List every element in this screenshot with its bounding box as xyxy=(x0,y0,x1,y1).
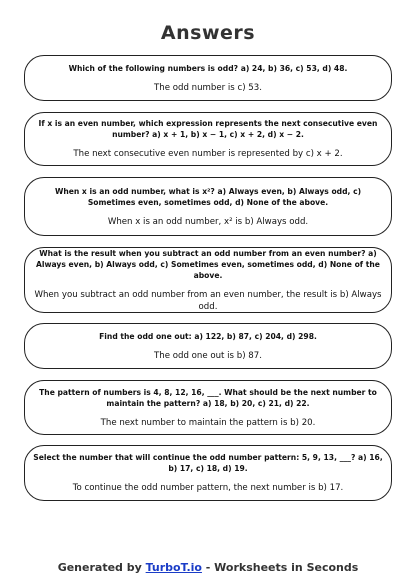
answer-text: When you subtract an odd number from an even number, the result is b) Always odd. xyxy=(34,289,382,312)
answer-card-5 xyxy=(24,323,392,369)
answer-card-7 xyxy=(24,445,392,501)
question-text: What is the result when you subtract an odd number from an even number? a) Always even, b) Always odd, c) Sometimes even, sometimes odd, d) None of the above. xyxy=(36,248,380,280)
footer-prefix: Generated by xyxy=(57,561,146,574)
answer-text: To continue the odd number pattern, the next number is b) 17. xyxy=(72,483,344,493)
question-text: Select the number that will continue the odd number pattern: 5, 9, 13, ___? a) 16, b) 17, c) 18, d) 19. xyxy=(33,453,383,473)
answer-text: The next consecutive even number is represented by c) x + 2. xyxy=(73,149,343,159)
answer-card-2 xyxy=(24,112,392,166)
page-title: Answers xyxy=(160,22,256,44)
question-text: Which of the following numbers is odd? a) 24, b) 36, c) 53, d) 48. xyxy=(68,63,348,73)
footer-suffix: - Worksheets in Seconds xyxy=(201,561,359,574)
answer-text: When x is an odd number, x² is b) Always odd. xyxy=(107,216,309,227)
footer xyxy=(0,561,416,574)
answer-card-4 xyxy=(24,247,392,313)
answer-text: The odd one out is b) 87. xyxy=(154,350,262,361)
answer-card-1 xyxy=(24,55,392,101)
question-text: If x is an even number, which expression represents the next consecutive even number? a) x + 1, b) x − 1, c) x + 2, d) x − 2. xyxy=(38,119,378,139)
question-text: The pattern of numbers is 4, 8, 12, 16, ___. What should be the next number to maintain the pattern? a) 18, b) 20, c) 21, d) 22. xyxy=(39,387,377,408)
answer-text: The odd number is c) 53. xyxy=(154,82,262,93)
question-text: When x is an odd number, what is x²? a) Always even, b) Always odd, c) Sometimes even, sometimes odd, d) None of the above. xyxy=(54,186,362,207)
answer-text: The next number to maintain the pattern is b) 20. xyxy=(100,417,316,428)
answer-card-6 xyxy=(24,380,392,435)
question-text: Find the odd one out: a) 122, b) 87, c) 204, d) 298. xyxy=(99,331,317,341)
footer-link[interactable]: TurboT.io xyxy=(145,561,202,574)
answer-card-3 xyxy=(24,177,392,236)
